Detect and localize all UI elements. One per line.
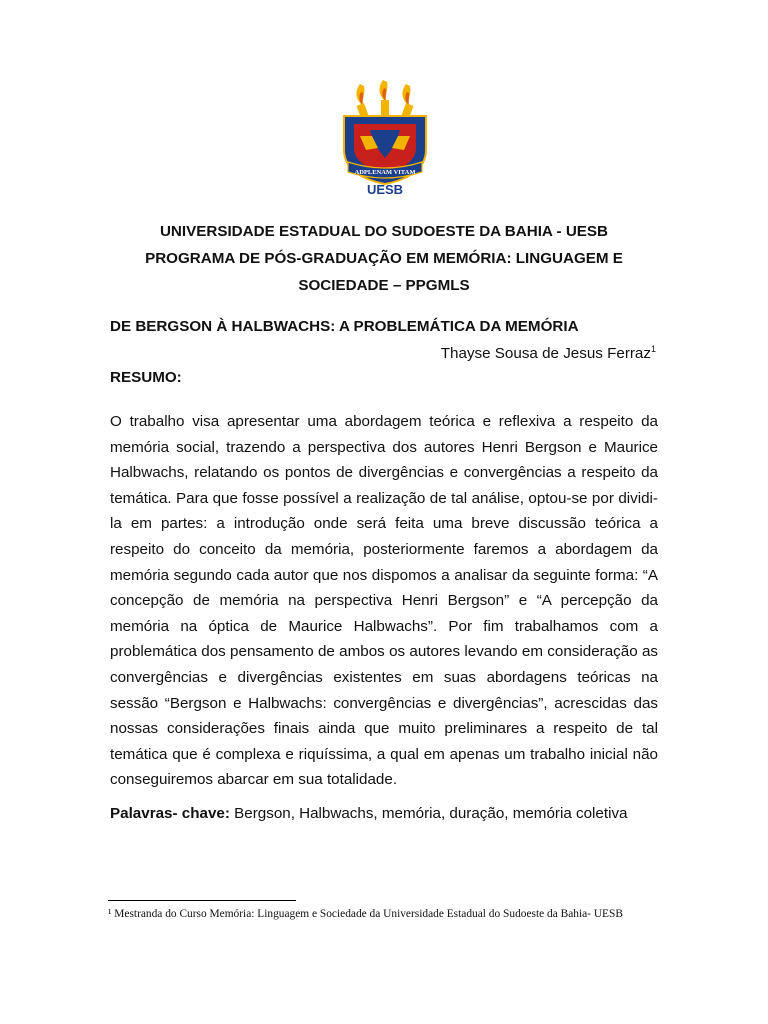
torch-icon: [379, 80, 389, 118]
keywords: [110, 805, 628, 822]
footnote-divider: [108, 900, 296, 901]
keywords-text: Bergson, Halbwachs, memória, duração, memória coletiva: [234, 805, 628, 822]
footnote-marker: ¹: [108, 908, 112, 920]
author: [441, 344, 656, 362]
header-line-2: PROGRAMA DE PÓS-GRADUAÇÃO EM MEMÓRIA: LINGUAGEM E: [145, 250, 623, 267]
author-name: Thayse Sousa de Jesus Ferraz: [440, 345, 651, 363]
logo-name: UESB: [366, 182, 404, 197]
uesb-logo: [330, 78, 440, 198]
paper-title: DE BERGSON À HALBWACHS: A PROBLEMÁTICA DA MEMÓRIA: [110, 318, 579, 335]
header-line-3: SOCIEDADE – PPGMLS: [298, 277, 470, 294]
keywords-label: Palavras- chave:: [110, 805, 230, 822]
resumo-heading: RESUMO:: [110, 369, 182, 386]
logo-motto: ADPLENAM VITAM: [354, 169, 416, 176]
footnote-text: Mestranda do Curso Memória: Linguagem e Sociedade da Universidade Estadual do Sudoeste da Bahia- UESB: [114, 908, 623, 920]
author-footnote-marker: 1: [650, 344, 656, 354]
header-line-1: UNIVERSIDADE ESTADUAL DO SUDOESTE DA BAHIA - UESB: [159, 223, 609, 240]
abstract-text: O trabalho visa apresentar uma abordagem teórica e reflexiva a respeito da memória social, trazendo a perspectiva dos autores Henri Bergson e Maurice Halbwachs, relatando os pontos de divergências e convergências a respeito da temática. Para que fosse possível a realização de tal análise, optou-se por dividi-la em partes: a introdução onde será feita uma breve discussão teórica a respeito do conceito da memória, posteriormente faremos a abordagem da memória segundo cada autor que nos dispomos a analisar da seguinte forma: “A concepção de memória na perspectiva Henri Bergson” e “A percepção da memória na óptica de Maurice Halbwachs”. Por fim trabalhamos com a problemática dos pensamento de ambos os autores levando em consideração as convergências e divergências existentes em suas abordagens teóricas na sessão “Bergson e Halbwachs: convergências e divergências”, acrescidas das nossas considerações finais ainda que muito preliminares a respeito de tal temática que é complexa e riquíssima, a qual em apenas um trabalho inicial não conseguiremos abarcar em sua totalidade.: [110, 413, 658, 789]
footnote: [108, 907, 660, 921]
